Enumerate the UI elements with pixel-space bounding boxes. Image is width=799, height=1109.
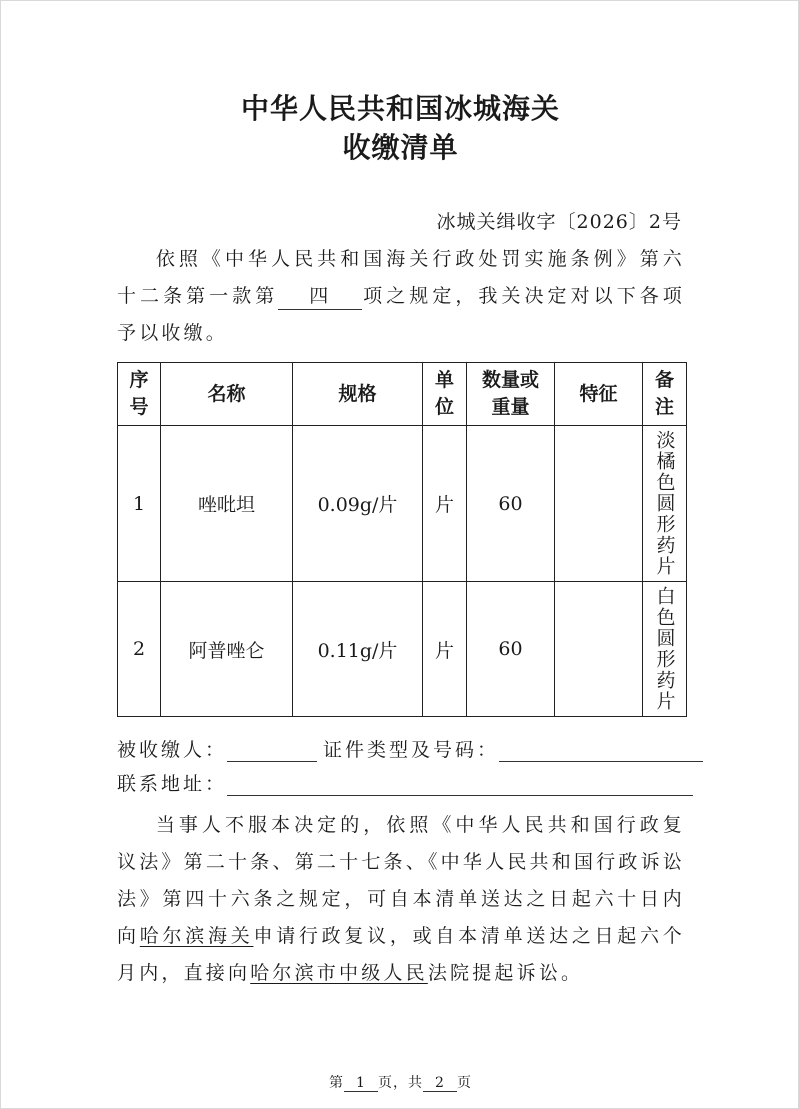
page-footer bbox=[1, 1072, 799, 1092]
header-qty: 数量或 重量 bbox=[467, 363, 555, 426]
cell-unit: 片 bbox=[423, 582, 467, 717]
address-line bbox=[117, 769, 693, 796]
note-text: 淡橘色圆形药片 bbox=[653, 430, 676, 577]
cell-spec: 0.09g/片 bbox=[293, 426, 423, 582]
id-field[interactable] bbox=[499, 741, 703, 762]
notice-text-3: 法院提起诉讼。 bbox=[427, 962, 584, 984]
payer-label: 被收缴人： bbox=[117, 739, 228, 761]
review-organ: 哈尔滨海关 bbox=[139, 925, 254, 947]
footer-middle: 页，共 bbox=[378, 1075, 423, 1091]
notice-paragraph bbox=[117, 807, 685, 992]
id-label: 证件类型及号码： bbox=[323, 739, 500, 761]
total-pages: 2 bbox=[423, 1075, 457, 1092]
cell-unit: 片 bbox=[423, 426, 467, 582]
note-text: 白色圆形药片 bbox=[653, 586, 676, 712]
intro-text-1: 依照《中华人民共和国海关行政处罚实施条例》第六十二条第一款第 bbox=[117, 248, 685, 307]
cell-name: 唑吡坦 bbox=[161, 426, 293, 582]
header-feature: 特征 bbox=[555, 363, 643, 426]
table-header-row bbox=[118, 363, 687, 426]
document-number: 冰城关缉收字〔2026〕2号 bbox=[436, 211, 682, 233]
cell-spec: 0.11g/片 bbox=[293, 582, 423, 717]
cell-qty: 60 bbox=[467, 426, 555, 582]
table-row bbox=[118, 426, 687, 582]
footer-prefix: 第 bbox=[329, 1075, 344, 1091]
cell-qty: 60 bbox=[467, 582, 555, 717]
address-label: 联系地址： bbox=[117, 773, 228, 795]
header-name: 名称 bbox=[161, 363, 293, 426]
court-name: 哈尔滨市中级人民 bbox=[250, 962, 428, 984]
document-title: 中华人民共和国冰城海关 bbox=[240, 92, 560, 125]
table-row bbox=[118, 582, 687, 717]
header-unit: 单 位 bbox=[423, 363, 467, 426]
document-subtitle: 收缴清单 bbox=[342, 131, 459, 164]
confiscation-table bbox=[117, 362, 687, 717]
cell-feature bbox=[555, 582, 643, 717]
intro-paragraph bbox=[117, 241, 685, 352]
item-number: 四 bbox=[278, 283, 362, 310]
cell-seq: 1 bbox=[118, 426, 161, 582]
header-spec: 规格 bbox=[293, 363, 423, 426]
cell-feature bbox=[555, 426, 643, 582]
cell-seq: 2 bbox=[118, 582, 161, 717]
header-seq: 序 号 bbox=[118, 363, 161, 426]
payer-field[interactable] bbox=[227, 741, 317, 762]
intro-text-2: 项之规定，我关决定对以下各项予以收缴。 bbox=[117, 285, 685, 344]
notice-text-1: 当事人不服本决定的，依照《中华人民共和国行政复议法》第二十条、第二十七条、《中华人民共和国行政诉讼法》第四十六条之规定，可自本清单送达之日起六十日内向 bbox=[117, 814, 685, 947]
current-page: 1 bbox=[344, 1075, 378, 1092]
address-field[interactable] bbox=[227, 775, 693, 796]
cell-note bbox=[643, 426, 687, 582]
cell-name: 阿普唑仑 bbox=[161, 582, 293, 717]
notice-text-2: 申请行政复议，或自本清单送达之日起六个月内，直接向 bbox=[117, 925, 685, 984]
header-note: 备 注 bbox=[643, 363, 687, 426]
payer-line bbox=[117, 735, 703, 762]
cell-note bbox=[643, 582, 687, 717]
footer-suffix: 页 bbox=[457, 1075, 472, 1091]
